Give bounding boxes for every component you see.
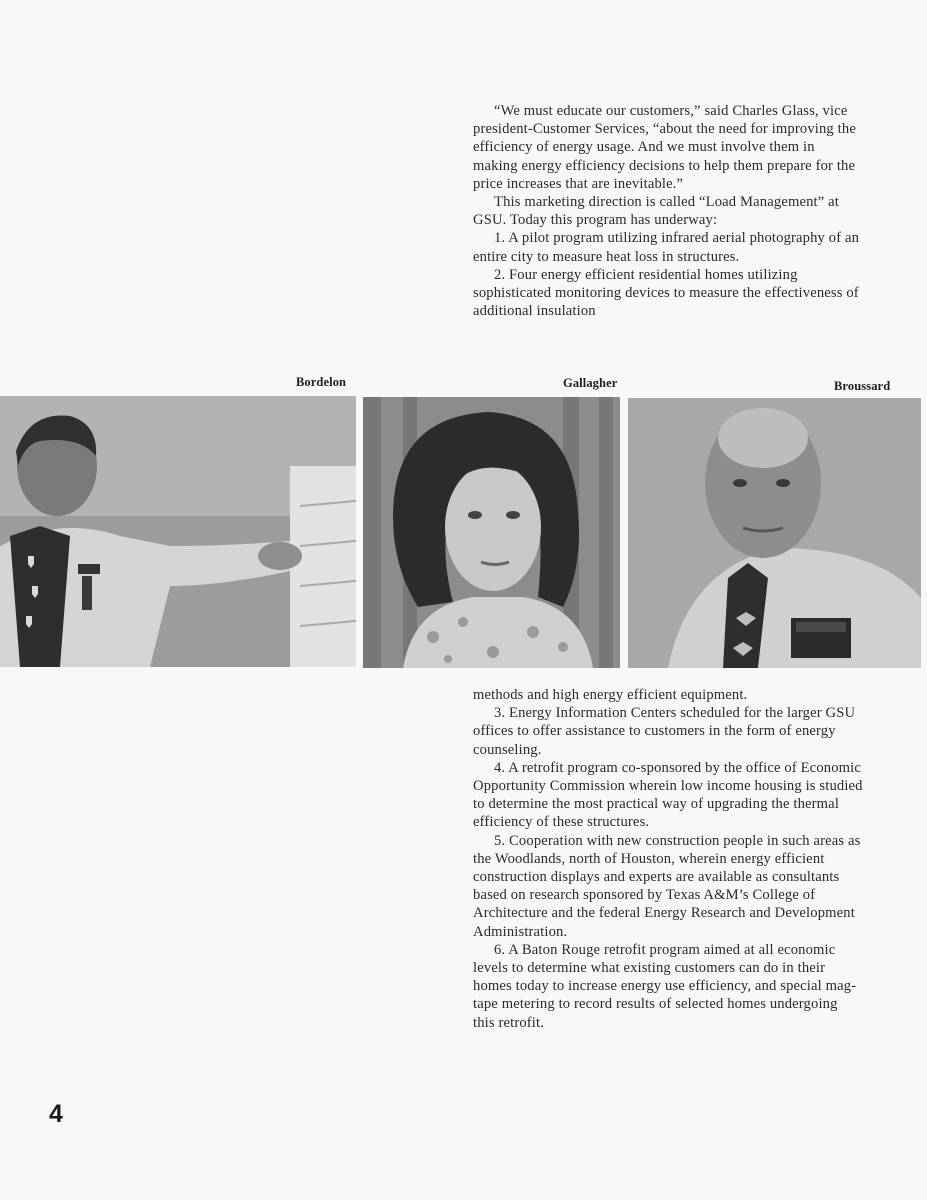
paragraph-load-management: This marketing direction is called “Load Management” at GSU. Today this program has underway: — [473, 194, 839, 229]
caption-bordelon: Bordelon — [296, 375, 347, 389]
paragraph-item-1: 1. A pilot program utilizing infrared aerial photography of an entire city to measure heat loss in structures. — [473, 230, 860, 265]
photo-bordelon — [0, 396, 356, 667]
photo-broussard — [628, 398, 921, 668]
paragraph-item-6: 6. A Baton Rouge retrofit program aimed at all economic levels to determine what existing customers can do in their homes today to increase energy use efficiency, and special mag-tape metering to record results of selected homes undergoing this retrofit. — [473, 941, 857, 1031]
paragraph-continuation: methods and high energy efficient equipment. — [473, 687, 748, 703]
caption-gallagher: Gallagher — [563, 376, 618, 390]
article-column-bottom — [473, 686, 863, 1032]
paragraph-item-3: 3. Energy Information Centers scheduled for the larger GSU offices to offer assistance to customers in the form of energy counseling. — [473, 705, 856, 758]
paragraph-quote: “We must educate our customers,” said Charles Glass, vice president-Customer Services, “about the need for improving the efficiency of energy usage. And we must involve them in making energy efficiency decisions to help them prepare for the price increases that are inevitable.” — [473, 103, 856, 192]
paragraph-item-5: 5. Cooperation with new construction people in such areas as the Woodlands, north of Houston, wherein energy efficient construction displays and experts are available as consultants based on research sponsored by Texas A&M’s College of Architecture and the federal Energy Research and Development Administration. — [473, 832, 861, 940]
paragraph-item-4: 4. A retrofit program co-sponsored by the office of Economic Opportunity Commission wherein low income housing is studied to determine the most practical way of upgrading the thermal efficiency of these structures. — [473, 759, 863, 831]
article-column-top — [473, 102, 863, 320]
caption-broussard: Broussard — [834, 379, 891, 393]
photo-gallagher — [363, 397, 620, 668]
paragraph-item-2: 2. Four energy efficient residential homes utilizing sophisticated monitoring devices to measure the effectiveness of additional insulation — [473, 266, 859, 320]
page-number: 4 — [49, 1100, 63, 1128]
